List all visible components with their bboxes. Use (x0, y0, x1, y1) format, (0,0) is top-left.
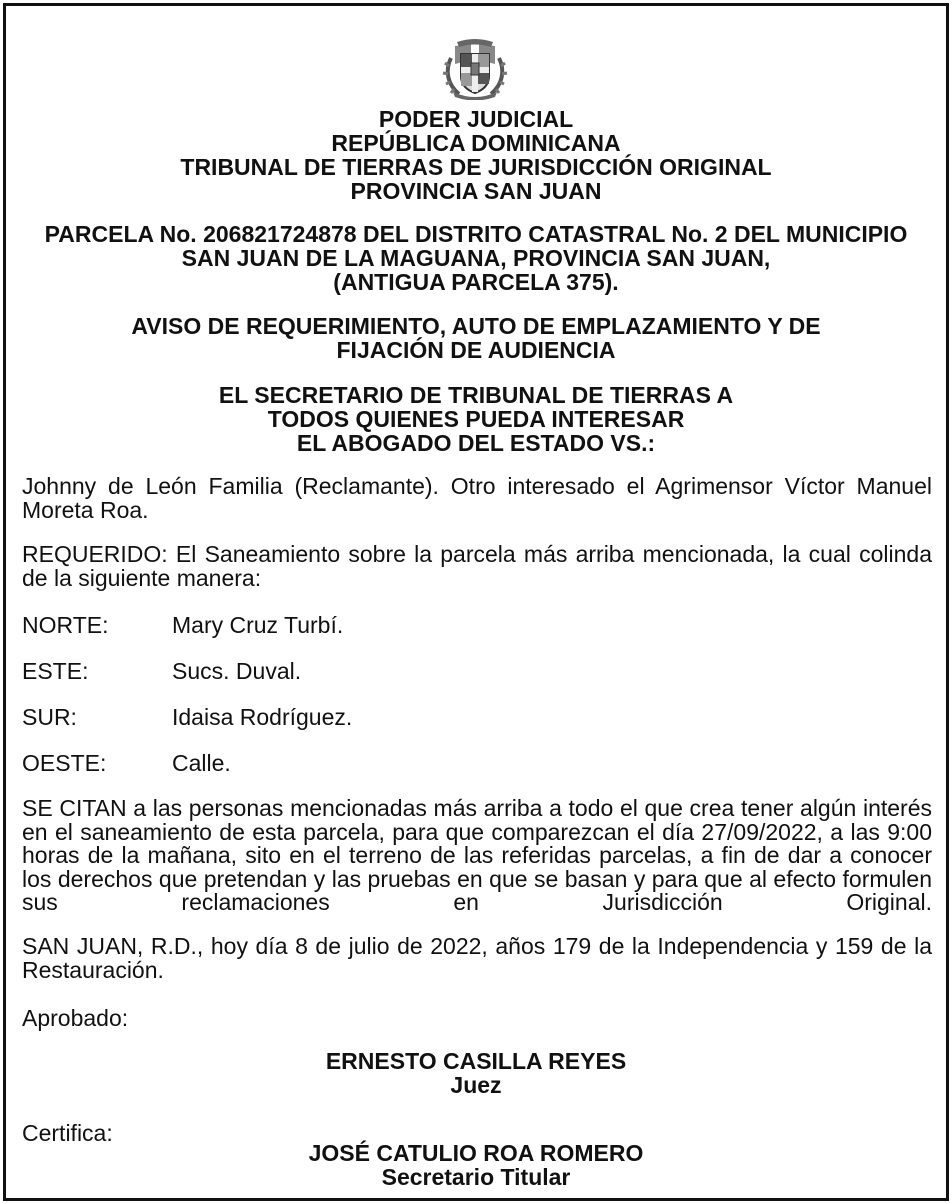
header-line-tribunal: TRIBUNAL DE TIERRAS DE JURISDICCIÓN ORIGINAL (180, 154, 772, 180)
court-header (0, 107, 952, 203)
boundary-label: NORTE: (22, 612, 109, 638)
parcel-line-3: (ANTIGUA PARCELA 375). (333, 269, 619, 295)
certifies-label: Certifica: (22, 1120, 113, 1146)
header-line-country: REPÚBLICA DOMINICANA (331, 130, 621, 156)
boundary-value: Sucs. Duval. (172, 658, 302, 684)
boundary-label: SUR: (22, 704, 77, 730)
parcel-line-2: SAN JUAN DE LA MAGUANA, PROVINCIA SAN JUAN, (181, 245, 771, 271)
certifier-name: JOSÉ CATULIO ROA ROMERO (308, 1140, 644, 1166)
required-paragraph: REQUERIDO: El Saneamiento sobre la parcela más arriba mencionada, la cual colinda de la siguiente manera: (22, 541, 932, 591)
notice-line-1: AVISO DE REQUERIMIENTO, AUTO DE EMPLAZAMIENTO Y DE (131, 313, 821, 339)
coat-of-arms-icon (441, 36, 509, 100)
boundary-north (22, 613, 932, 637)
notice-line-2: FIJACIÓN DE AUDIENCIA (336, 337, 616, 363)
citation-paragraph: SE CITAN a las personas mencionadas más arriba a todo el que crea tener algún interés en el saneamiento de esta parcela, para que comparezcan el día 27/09/2022, a las 9:00 horas de la mañana, sito en el terreno de las referidas parcelas, a fin de dar a conocer los derechos que pretendan y las pruebas en que se basan y para que al efecto formulen sus reclamaciones en Jurisdicción Original. (22, 795, 932, 915)
parcel-line-1: PARCELA No. 206821724878 DEL DISTRITO CATASTRAL No. 2 DEL MUNICIPIO (44, 221, 908, 247)
approved-label: Aprobado: (22, 1005, 129, 1031)
date-paragraph: SAN JUAN, R.D., hoy día 8 de julio de 2022, años 179 de la Independencia y 159 de la Restauración. (22, 933, 932, 983)
parcel-heading (0, 222, 952, 294)
header-line-judiciary: PODER JUDICIAL (378, 106, 574, 132)
address-line-2: TODOS QUIENES PUEDA INTERESAR (267, 406, 685, 432)
approver-name: ERNESTO CASILLA REYES (325, 1048, 627, 1074)
boundary-east (22, 659, 932, 683)
address-line-1: EL SECRETARIO DE TRIBUNAL DE TIERRAS A (218, 382, 734, 408)
boundary-value: Mary Cruz Turbí. (172, 612, 344, 638)
certifier-signature (0, 1141, 952, 1189)
approver-title: Juez (450, 1072, 502, 1098)
address-line-3: EL ABOGADO DEL ESTADO VS.: (296, 430, 656, 456)
boundary-label: ESTE: (22, 658, 89, 684)
notice-heading (0, 314, 952, 362)
boundary-value: Idaisa Rodríguez. (172, 704, 353, 730)
parties-paragraph: Johnny de León Familia (Reclamante). Otro interesado el Agrimensor Víctor Manuel Moreta Roa. (22, 473, 932, 523)
address-heading (0, 383, 952, 455)
boundary-west (22, 751, 932, 775)
approver-signature (0, 1049, 952, 1097)
boundary-label: OESTE: (22, 750, 107, 776)
header-line-province: PROVINCIA SAN JUAN (350, 178, 602, 204)
boundary-value: Calle. (172, 750, 231, 776)
boundary-south (22, 705, 932, 729)
certifier-title: Secretario Titular (381, 1164, 571, 1190)
